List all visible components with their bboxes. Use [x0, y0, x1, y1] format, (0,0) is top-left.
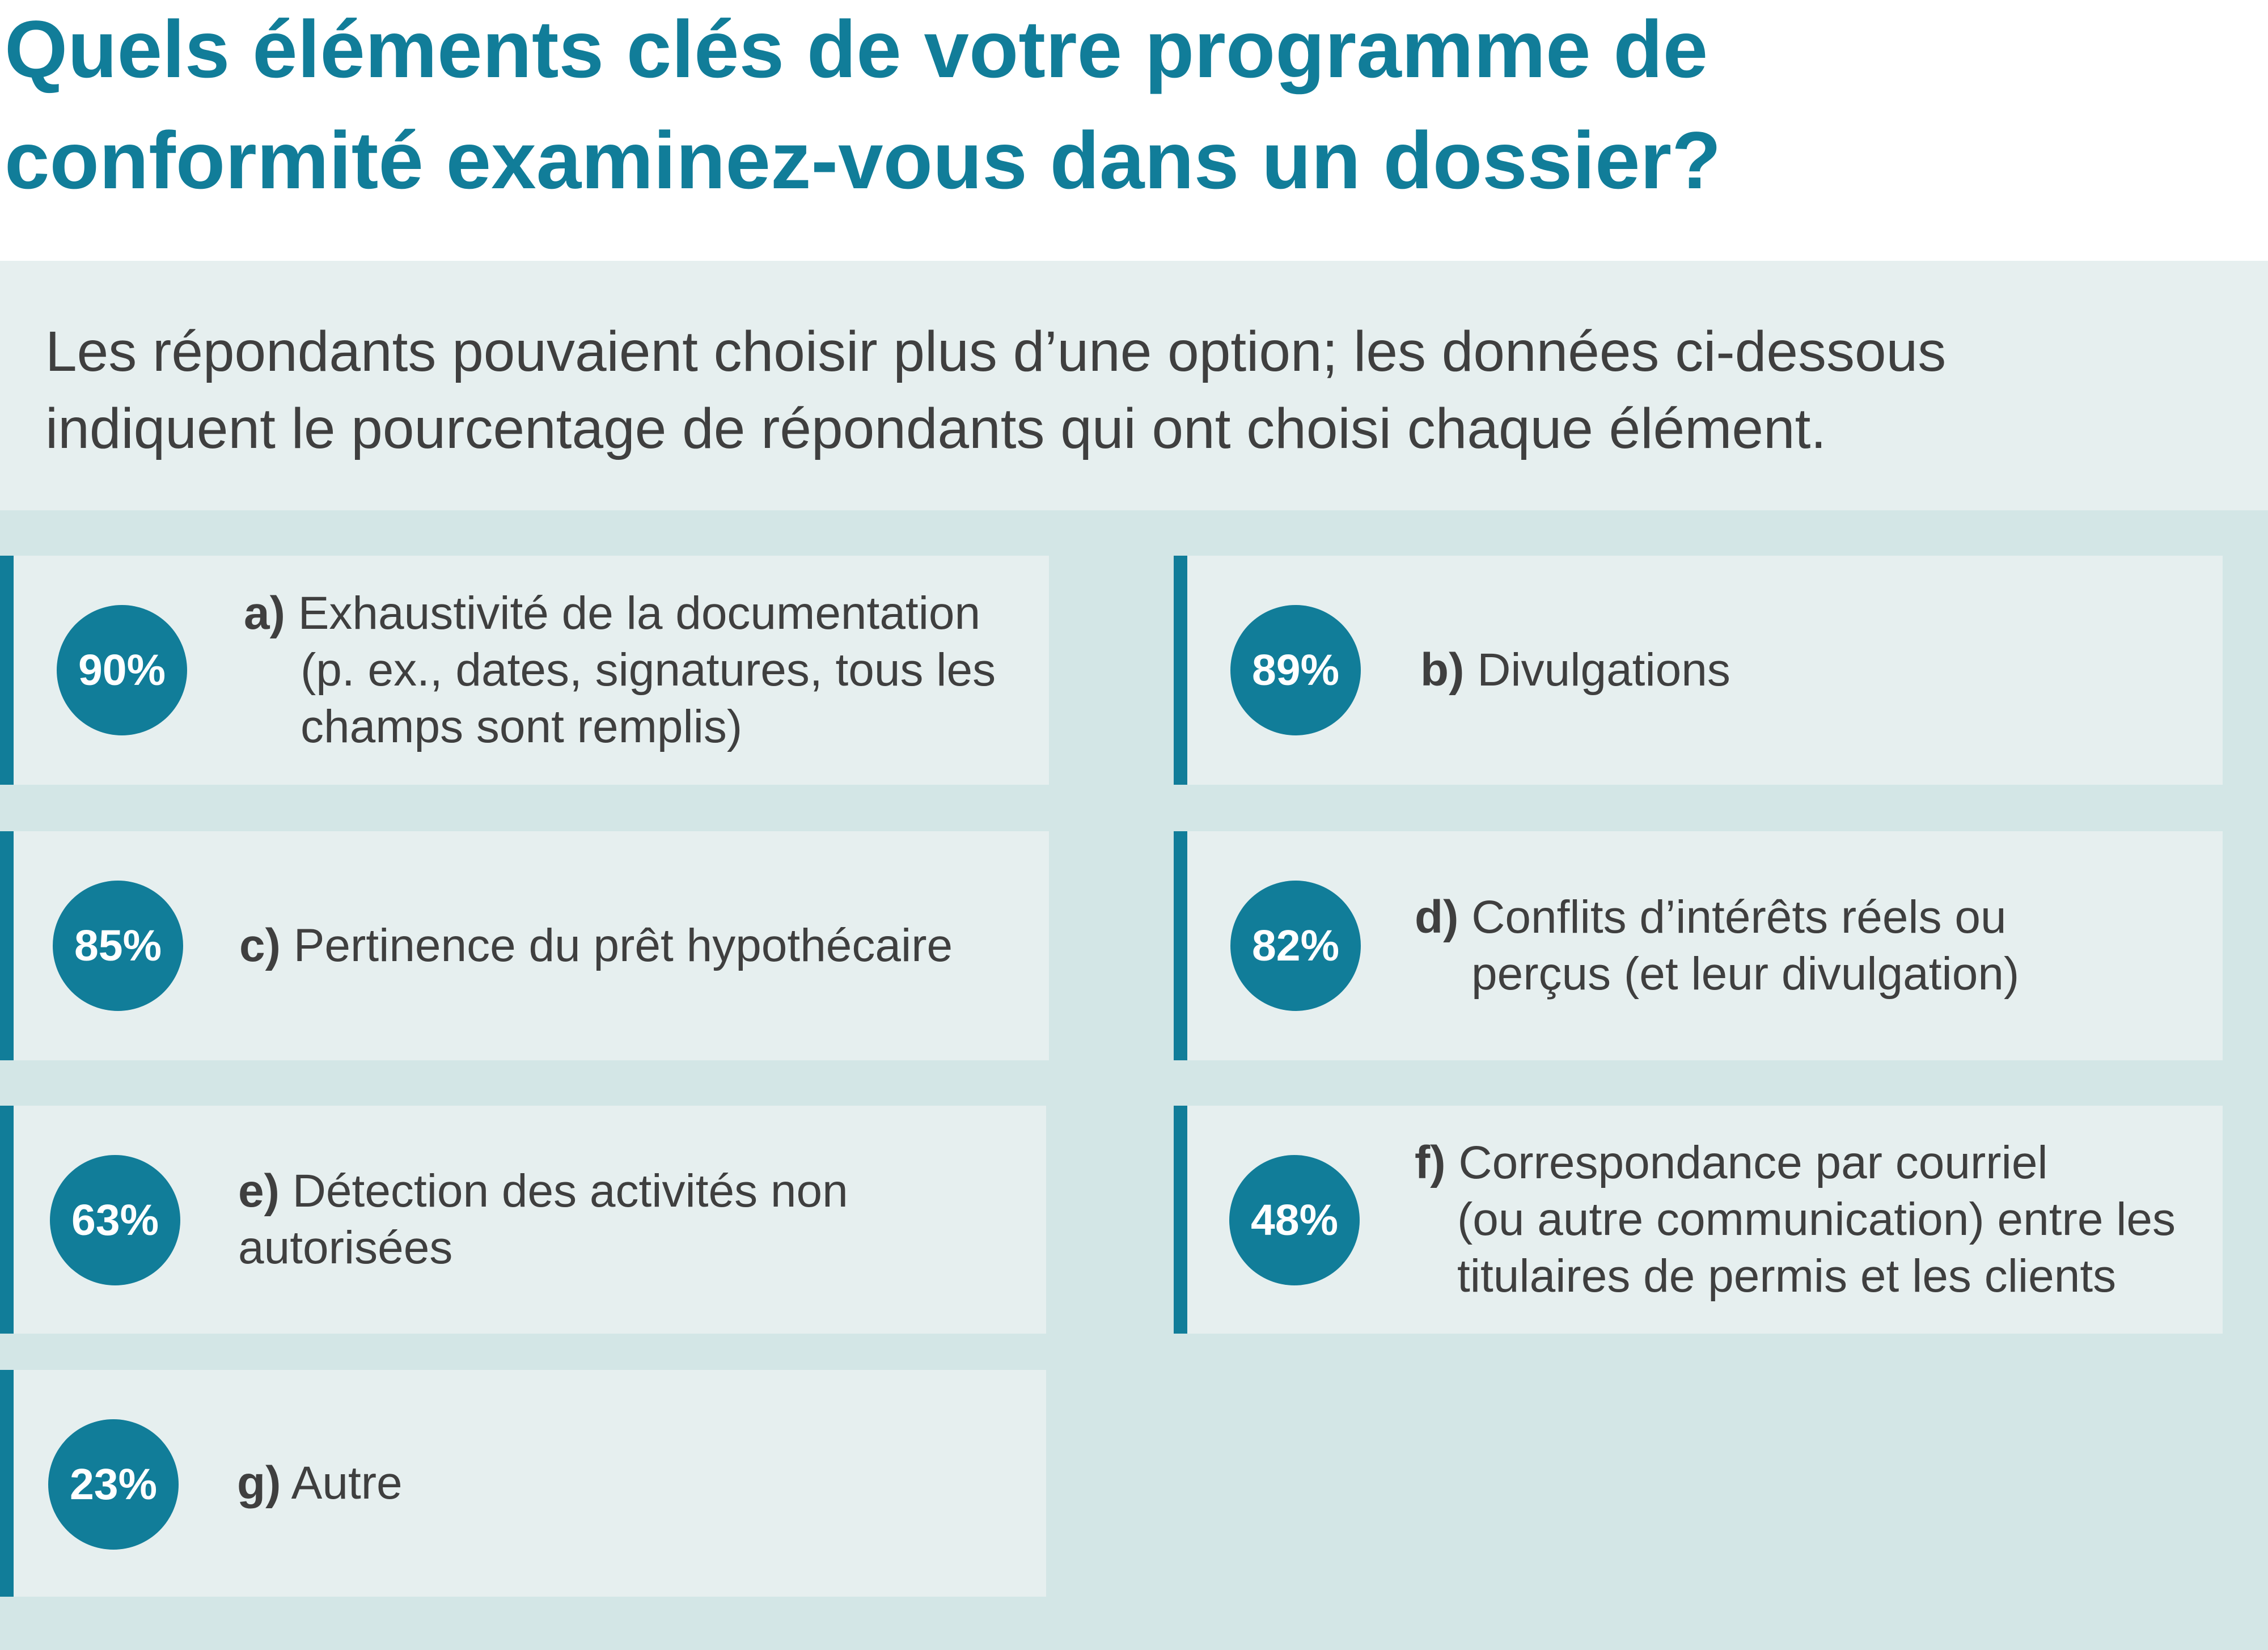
item-text-line-3: champs sont remplis) [301, 701, 743, 752]
page-title [5, 0, 2216, 217]
item-text-line-2: (ou autre communication) entre les [1457, 1194, 2176, 1245]
percent-badge: 89% [1230, 605, 1361, 735]
item-letter: e) [238, 1165, 280, 1217]
item-label [1415, 1106, 2176, 1334]
accent-bar [0, 831, 14, 1060]
item-text-line-3: titulaires de permis et les clients [1457, 1250, 2117, 1302]
item-label [237, 1370, 403, 1597]
item-card-f [1174, 1106, 2223, 1334]
subtitle [45, 313, 2245, 467]
item-letter: b) [1420, 644, 1465, 696]
item-text-line-2: (p. ex., dates, signatures, tous les [301, 644, 996, 696]
accent-bar [0, 1106, 14, 1334]
percent-badge: 48% [1229, 1155, 1360, 1285]
item-card-a [0, 556, 1049, 785]
percent-badge: 90% [57, 605, 187, 735]
item-label [1420, 556, 1730, 785]
item-label [239, 831, 953, 1060]
item-card-e [0, 1106, 1046, 1334]
percent-badge: 85% [53, 881, 183, 1011]
item-label [244, 556, 996, 785]
items-grid [0, 510, 2268, 1650]
subtitle-line-2: indiquent le pourcentage de répondants qui ont choisi chaque élément. [45, 397, 1827, 460]
item-text-line-1: Correspondance par courriel [1458, 1137, 2048, 1188]
title-line-2: conformité examinez-vous dans un dossier? [5, 116, 1721, 206]
item-text-line-2: perçus (et leur divulgation) [1471, 948, 2020, 1000]
accent-bar [0, 1370, 14, 1597]
item-letter: a) [244, 587, 285, 639]
accent-bar [1174, 556, 1187, 785]
item-letter: f) [1415, 1137, 1446, 1188]
item-card-d [1174, 831, 2223, 1060]
accent-bar [1174, 831, 1187, 1060]
subtitle-line-1: Les répondants pouvaient choisir plus d’une option; les données ci-dessous [45, 320, 1947, 383]
item-letter: c) [239, 920, 281, 971]
item-card-g [0, 1370, 1046, 1597]
subtitle-band [0, 261, 2268, 510]
item-text-line-1: Exhaustivité de la documentation [298, 587, 981, 639]
item-letter: g) [237, 1457, 281, 1509]
item-text-line-1: Détection des activités non [292, 1165, 848, 1217]
percent-badge: 23% [48, 1419, 179, 1550]
item-label [1415, 831, 2019, 1060]
item-letter: d) [1415, 891, 1459, 943]
item-text-line-1: Pertinence du prêt hypothécaire [293, 920, 953, 971]
percent-badge: 82% [1230, 881, 1361, 1011]
accent-bar [1174, 1106, 1187, 1334]
item-text-line-1: Divulgations [1477, 644, 1730, 696]
accent-bar [0, 556, 14, 785]
item-text-line-1: Conflits d’intérêts réels ou [1471, 891, 2007, 943]
title-line-1: Quels éléments clés de votre programme de [5, 5, 1708, 95]
percent-badge: 63% [50, 1155, 180, 1285]
item-card-b [1174, 556, 2223, 785]
item-text-line-2: autorisées [238, 1222, 453, 1274]
item-text-line-1: Autre [291, 1457, 403, 1509]
item-label [238, 1106, 848, 1334]
item-card-c [0, 831, 1049, 1060]
